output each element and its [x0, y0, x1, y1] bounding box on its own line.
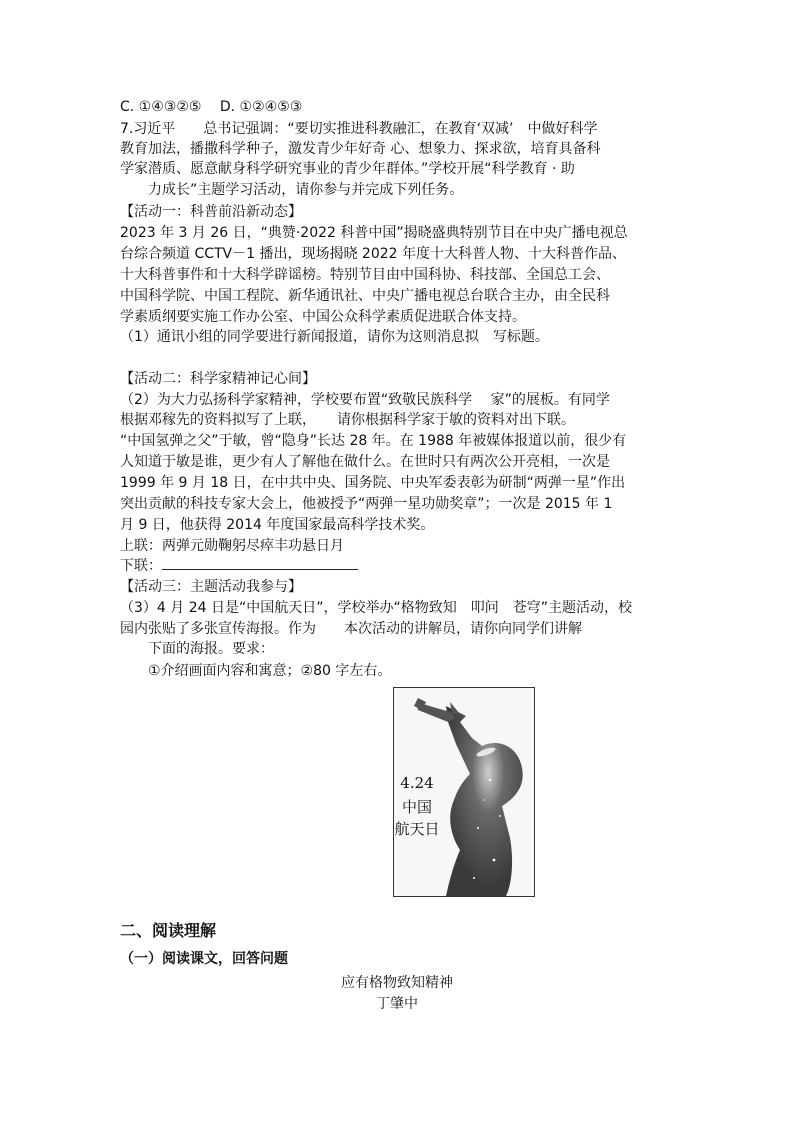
news-line-3: 十大科普事件和十大科学辟谣榜。特别节目由中国科协、科技部、全国总工会、 [120, 267, 610, 283]
question-7-line-4: 力成长”主题学习活动，请你参与并完成下列任务。 [148, 182, 464, 198]
task-3-line-3: 下面的海报。要求： [148, 641, 274, 657]
task-3-line-2: 园内张贴了多张宣传海报。作为 本次活动的讲解员，请你向同学们讲解 [120, 621, 582, 637]
news-line-5: 学素质纲要实施工作办公室、中国公众科学素质促进联合体支持。 [120, 309, 526, 325]
yumin-line-1: “中国氢弹之父”于敏，曾“隐身”长达 28 年。在 1988 年被媒体报道以前，很少有 [120, 433, 627, 449]
task-1: （1）通讯小组的同学要进行新闻报道，请你为这则消息拟 写标题。 [120, 329, 549, 345]
yumin-line-5: 月 9 日，他获得 2014 年度国家最高科学技术奖。 [120, 517, 435, 533]
poster-line-1: 中国 [401, 798, 432, 816]
task-2-line-2: 根据邓稼先的资料拟写了上联， 请你根据科学家于敏的资料对出下联。 [120, 412, 575, 428]
question-7-line-1: 7.习近平 总书记强调：“要切实推进科教融汇，在教育‘双减’ 中做好科学 [120, 121, 598, 137]
task-3-line-1: （3）4 月 24 日是“中国航天日”，学校举办“格物致知 叩问 苍穹”主题活动，校 [120, 600, 632, 616]
yumin-line-2: 人知道于敏是谁，更少有人了解他在做什么。在世时只有两次公开亮相，一次是 [120, 454, 610, 470]
section-2-heading: 二、阅读理解 [120, 921, 217, 940]
news-line-4: 中国科学院、中国工程院、新华通讯社、中央广播电视总台联合主办，由全民科 [120, 288, 610, 304]
task-2-line-1: （2）为大力弘扬科学家精神，学校要布置“致敬民族科学 家”的展板。有同学 [120, 392, 610, 408]
article-author: 丁肇中 [376, 996, 418, 1012]
answer-blank[interactable] [162, 557, 358, 570]
upper-couplet: 上联：两弹元勋鞠躬尽瘁丰功悬日月 [120, 538, 344, 554]
task-3-requirements: ①介绍画面内容和寓意；②80 字左右。 [148, 663, 392, 679]
lower-couplet-label: 下联： [120, 558, 162, 574]
lower-couplet [120, 557, 358, 575]
space-day-poster [393, 687, 535, 897]
activity-2-heading: 【活动二：科学家精神记心间】 [120, 371, 316, 387]
news-line-1: 2023 年 3 月 26 日，“典赞·2022 科普中国”揭晓盛典特别节目在中央广播电视总 [120, 225, 628, 241]
section-2-subheading: （一）阅读课文，回答问题 [120, 951, 288, 967]
poster-line-2: 航天日 [394, 820, 440, 838]
article-title: 应有格物致知精神 [341, 975, 453, 991]
child-rocket-silhouette-icon [394, 688, 534, 896]
options-line: C. ①④③②⑤ D. ①②④⑤③ [120, 99, 303, 115]
news-line-2: 台综合频道 CCTV－1 播出，现场揭晓 2022 年度十大科普人物、十大科普作品、 [120, 246, 627, 262]
question-7-line-2: 教育加法，播撒科学种子，激发青少年好奇 心、想象力、探求欲，培育具备科 [120, 141, 601, 157]
activity-1-heading: 【活动一：科普前沿新动态】 [120, 204, 302, 220]
yumin-line-3: 1999 年 9 月 18 日，在中共中央、国务院、中央军委表彰为研制“两弹一星”作出 [120, 475, 626, 491]
question-7-line-3: 学家潜质、愿意献身科学研究事业的青少年群体。”学校开展“科学教育 · 助 [120, 161, 575, 177]
poster-date: 4.24 [400, 774, 434, 792]
activity-3-heading: 【活动三：主题活动我参与】 [120, 579, 302, 595]
yumin-line-4: 突出贡献的科技专家大会上，他被授予“两弹一星功勋奖章”；一次是 2015 年 1 [120, 496, 613, 512]
